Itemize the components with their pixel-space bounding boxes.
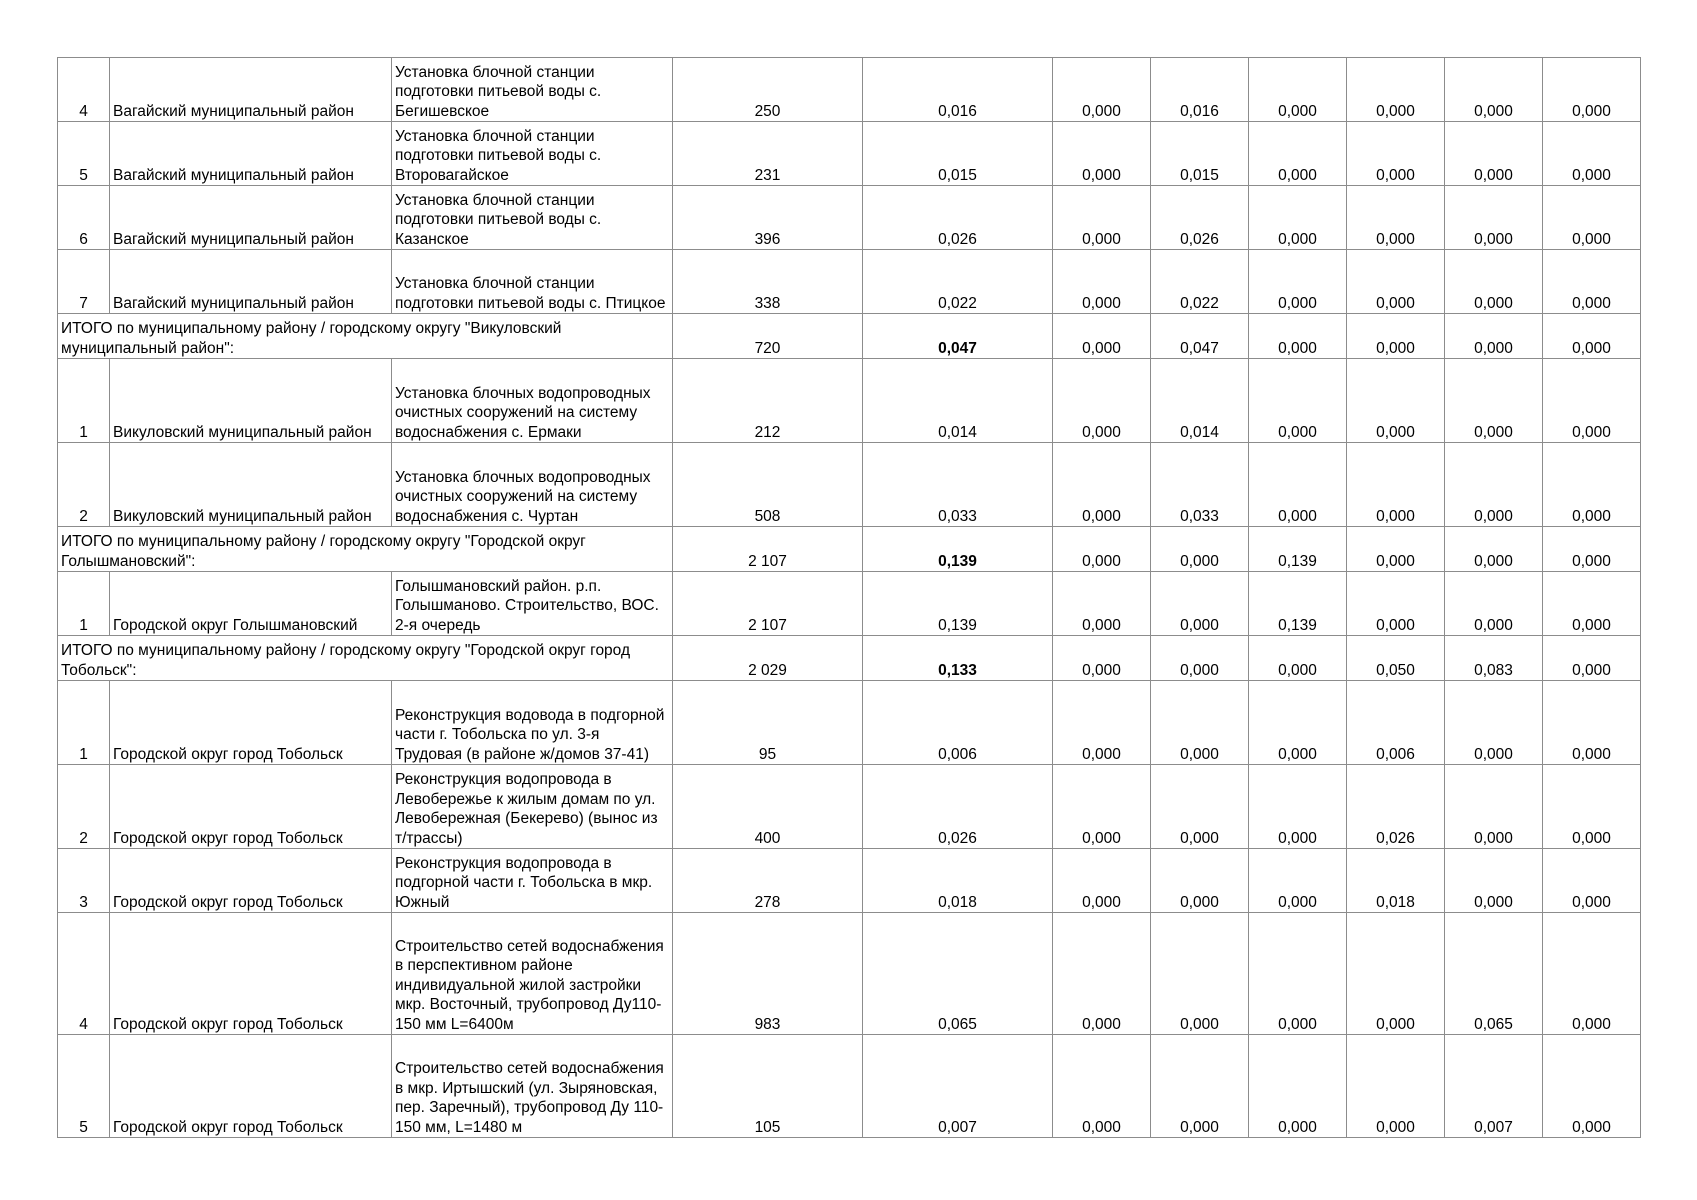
value-cell: 0,000 (1249, 913, 1347, 1035)
value-cell: 2 029 (673, 636, 863, 681)
total-row (58, 527, 1641, 572)
table-row (58, 913, 1641, 1035)
value-cell: 0,000 (1053, 572, 1151, 636)
value-cell: 0,000 (1053, 186, 1151, 250)
value-cell: 0,000 (1445, 58, 1543, 122)
value-cell: 0,000 (1347, 250, 1445, 314)
object-cell: Голышмановский район. р.п. Голышманово. Строительство, ВОС. 2-я очередь (392, 572, 673, 636)
value-cell: 0,000 (1053, 681, 1151, 765)
value-cell: 0,000 (1151, 765, 1249, 849)
value-cell: 0,000 (1543, 636, 1641, 681)
value-cell: 0,000 (1249, 1035, 1347, 1138)
district-cell: Вагайский муниципальный район (110, 58, 392, 122)
value-cell: 338 (673, 250, 863, 314)
row-number: 3 (58, 849, 110, 913)
value-cell: 0,000 (1445, 186, 1543, 250)
value-cell: 0,000 (1347, 58, 1445, 122)
value-cell: 0,000 (1053, 1035, 1151, 1138)
row-number: 2 (58, 765, 110, 849)
value-cell: 0,000 (1445, 849, 1543, 913)
value-cell: 0,033 (863, 443, 1053, 527)
total-label: ИТОГО по муниципальному району / городскому округу "Викуловский муниципальный район": (58, 314, 673, 359)
table-row (58, 765, 1641, 849)
value-cell: 2 107 (673, 527, 863, 572)
value-cell: 0,000 (1543, 58, 1641, 122)
value-cell: 0,000 (1053, 636, 1151, 681)
value-cell: 0,000 (1445, 314, 1543, 359)
value-cell: 0,016 (1151, 58, 1249, 122)
value-cell: 0,006 (1347, 681, 1445, 765)
value-cell: 0,026 (1347, 765, 1445, 849)
total-label: ИТОГО по муниципальному району / городскому округу "Городской округ Голышмановский": (58, 527, 673, 572)
table-row (58, 681, 1641, 765)
table-row (58, 849, 1641, 913)
value-cell: 0,133 (863, 636, 1053, 681)
value-cell: 0,000 (1347, 913, 1445, 1035)
value-cell: 0,000 (1151, 572, 1249, 636)
value-cell: 105 (673, 1035, 863, 1138)
table-row (58, 443, 1641, 527)
value-cell: 0,000 (1249, 681, 1347, 765)
value-cell: 0,000 (1543, 681, 1641, 765)
value-cell: 0,015 (863, 122, 1053, 186)
value-cell: 0,050 (1347, 636, 1445, 681)
district-cell: Городской округ город Тобольск (110, 681, 392, 765)
value-cell: 0,047 (863, 314, 1053, 359)
value-cell: 0,000 (1249, 58, 1347, 122)
value-cell: 0,000 (1053, 359, 1151, 443)
value-cell: 0,000 (1249, 765, 1347, 849)
table-row (58, 250, 1641, 314)
value-cell: 0,047 (1151, 314, 1249, 359)
value-cell: 212 (673, 359, 863, 443)
value-cell: 0,083 (1445, 636, 1543, 681)
value-cell: 0,015 (1151, 122, 1249, 186)
value-cell: 0,000 (1347, 314, 1445, 359)
value-cell: 0,000 (1347, 122, 1445, 186)
value-cell: 0,018 (1347, 849, 1445, 913)
value-cell: 0,139 (863, 527, 1053, 572)
row-number: 2 (58, 443, 110, 527)
value-cell: 0,000 (1053, 314, 1151, 359)
value-cell: 0,000 (1053, 443, 1151, 527)
value-cell: 0,000 (1543, 572, 1641, 636)
object-cell: Установка блочной станции подготовки питьевой воды с. Казанское (392, 186, 673, 250)
value-cell: 400 (673, 765, 863, 849)
value-cell: 250 (673, 58, 863, 122)
value-cell: 2 107 (673, 572, 863, 636)
value-cell: 0,000 (1445, 443, 1543, 527)
table-row (58, 572, 1641, 636)
total-row (58, 636, 1641, 681)
value-cell: 0,000 (1249, 359, 1347, 443)
value-cell: 0,000 (1249, 122, 1347, 186)
district-cell: Городской округ город Тобольск (110, 765, 392, 849)
value-cell: 0,000 (1543, 359, 1641, 443)
district-cell: Викуловский муниципальный район (110, 443, 392, 527)
value-cell: 278 (673, 849, 863, 913)
value-cell: 0,000 (1053, 122, 1151, 186)
object-cell: Реконструкция водопровода в подгорной части г. Тобольска в мкр. Южный (392, 849, 673, 913)
table-row (58, 186, 1641, 250)
value-cell: 0,026 (863, 186, 1053, 250)
value-cell: 0,000 (1543, 527, 1641, 572)
value-cell: 0,000 (1543, 849, 1641, 913)
row-number: 5 (58, 1035, 110, 1138)
value-cell: 0,000 (1249, 636, 1347, 681)
value-cell: 0,139 (1249, 572, 1347, 636)
object-cell: Установка блочной станции подготовки питьевой воды с. Бегишевское (392, 58, 673, 122)
row-number: 6 (58, 186, 110, 250)
value-cell: 0,000 (1053, 849, 1151, 913)
table-row (58, 58, 1641, 122)
district-cell: Викуловский муниципальный район (110, 359, 392, 443)
value-cell: 0,016 (863, 58, 1053, 122)
table-row (58, 122, 1641, 186)
value-cell: 0,022 (863, 250, 1053, 314)
district-cell: Вагайский муниципальный район (110, 186, 392, 250)
value-cell: 0,000 (1053, 250, 1151, 314)
object-cell: Строительство сетей водоснабжения в мкр. Иртышский (ул. Зыряновская, пер. Заречный), трубопровод Ду 110-150 мм, L=1480 м (392, 1035, 673, 1138)
value-cell: 0,000 (1543, 765, 1641, 849)
value-cell: 0,000 (1347, 572, 1445, 636)
value-cell: 0,000 (1347, 527, 1445, 572)
value-cell: 0,026 (863, 765, 1053, 849)
table-row (58, 1035, 1641, 1138)
district-cell: Городской округ город Тобольск (110, 1035, 392, 1138)
value-cell: 0,000 (1151, 636, 1249, 681)
value-cell: 0,000 (1543, 314, 1641, 359)
value-cell: 0,006 (863, 681, 1053, 765)
object-cell: Реконструкция водовода в подгорной части г. Тобольска по ул. 3-я Трудовая (в районе ж/домов 37-41) (392, 681, 673, 765)
district-cell: Вагайский муниципальный район (110, 122, 392, 186)
value-cell: 0,018 (863, 849, 1053, 913)
value-cell: 0,000 (1347, 186, 1445, 250)
district-cell: Вагайский муниципальный район (110, 250, 392, 314)
value-cell: 0,065 (863, 913, 1053, 1035)
value-cell: 0,000 (1151, 527, 1249, 572)
value-cell: 0,007 (1445, 1035, 1543, 1138)
value-cell: 0,000 (1053, 58, 1151, 122)
value-cell: 0,000 (1151, 913, 1249, 1035)
value-cell: 0,139 (863, 572, 1053, 636)
district-cell: Городской округ Голышмановский (110, 572, 392, 636)
value-cell: 0,000 (1445, 250, 1543, 314)
object-cell: Установка блочной станции подготовки питьевой воды с. Птицкое (392, 250, 673, 314)
row-number: 1 (58, 681, 110, 765)
value-cell: 0,000 (1249, 250, 1347, 314)
value-cell: 0,000 (1445, 359, 1543, 443)
value-cell: 95 (673, 681, 863, 765)
value-cell: 983 (673, 913, 863, 1035)
value-cell: 0,022 (1151, 250, 1249, 314)
value-cell: 0,000 (1151, 1035, 1249, 1138)
value-cell: 0,000 (1543, 913, 1641, 1035)
value-cell: 0,000 (1249, 314, 1347, 359)
object-cell: Установка блочных водопроводных очистных сооружений на систему водоснабжения с. Ермаки (392, 359, 673, 443)
value-cell: 0,000 (1543, 1035, 1641, 1138)
district-cell: Городской округ город Тобольск (110, 849, 392, 913)
value-cell: 720 (673, 314, 863, 359)
value-cell: 0,000 (1347, 1035, 1445, 1138)
value-cell: 0,000 (1445, 572, 1543, 636)
total-label: ИТОГО по муниципальному району / городскому округу "Городской округ город Тобольск": (58, 636, 673, 681)
value-cell: 0,000 (1543, 186, 1641, 250)
object-cell: Реконструкция водопровода в Левобережье к жилым домам по ул. Левобережная (Бекерево) (вынос из т/трассы) (392, 765, 673, 849)
total-row (58, 314, 1641, 359)
value-cell: 0,000 (1543, 122, 1641, 186)
value-cell: 0,000 (1347, 443, 1445, 527)
value-cell: 0,007 (863, 1035, 1053, 1138)
district-cell: Городской округ город Тобольск (110, 913, 392, 1035)
row-number: 1 (58, 359, 110, 443)
value-cell: 0,000 (1053, 913, 1151, 1035)
row-number: 7 (58, 250, 110, 314)
value-cell: 0,000 (1445, 527, 1543, 572)
table-row (58, 359, 1641, 443)
value-cell: 0,000 (1445, 122, 1543, 186)
value-cell: 0,000 (1543, 250, 1641, 314)
value-cell: 0,026 (1151, 186, 1249, 250)
value-cell: 0,065 (1445, 913, 1543, 1035)
value-cell: 0,000 (1445, 681, 1543, 765)
row-number: 4 (58, 58, 110, 122)
row-number: 5 (58, 122, 110, 186)
object-cell: Строительство сетей водоснабжения в перспективном районе индивидуальной жилой застройки мкр. Восточный, трубопровод Ду110-150 мм L=6400м (392, 913, 673, 1035)
value-cell: 396 (673, 186, 863, 250)
value-cell: 0,014 (863, 359, 1053, 443)
value-cell: 0,000 (1053, 527, 1151, 572)
value-cell: 0,000 (1445, 765, 1543, 849)
value-cell: 0,000 (1151, 681, 1249, 765)
object-cell: Установка блочной станции подготовки питьевой воды с. Второвагайское (392, 122, 673, 186)
value-cell: 0,139 (1249, 527, 1347, 572)
value-cell: 0,014 (1151, 359, 1249, 443)
value-cell: 0,000 (1347, 359, 1445, 443)
value-cell: 0,033 (1151, 443, 1249, 527)
value-cell: 0,000 (1249, 849, 1347, 913)
value-cell: 0,000 (1151, 849, 1249, 913)
value-cell: 231 (673, 122, 863, 186)
row-number: 4 (58, 913, 110, 1035)
value-cell: 0,000 (1249, 443, 1347, 527)
row-number: 1 (58, 572, 110, 636)
value-cell: 0,000 (1543, 443, 1641, 527)
object-cell: Установка блочных водопроводных очистных сооружений на систему водоснабжения с. Чуртан (392, 443, 673, 527)
value-cell: 0,000 (1249, 186, 1347, 250)
value-cell: 0,000 (1053, 765, 1151, 849)
value-cell: 508 (673, 443, 863, 527)
data-table (57, 57, 1641, 1138)
